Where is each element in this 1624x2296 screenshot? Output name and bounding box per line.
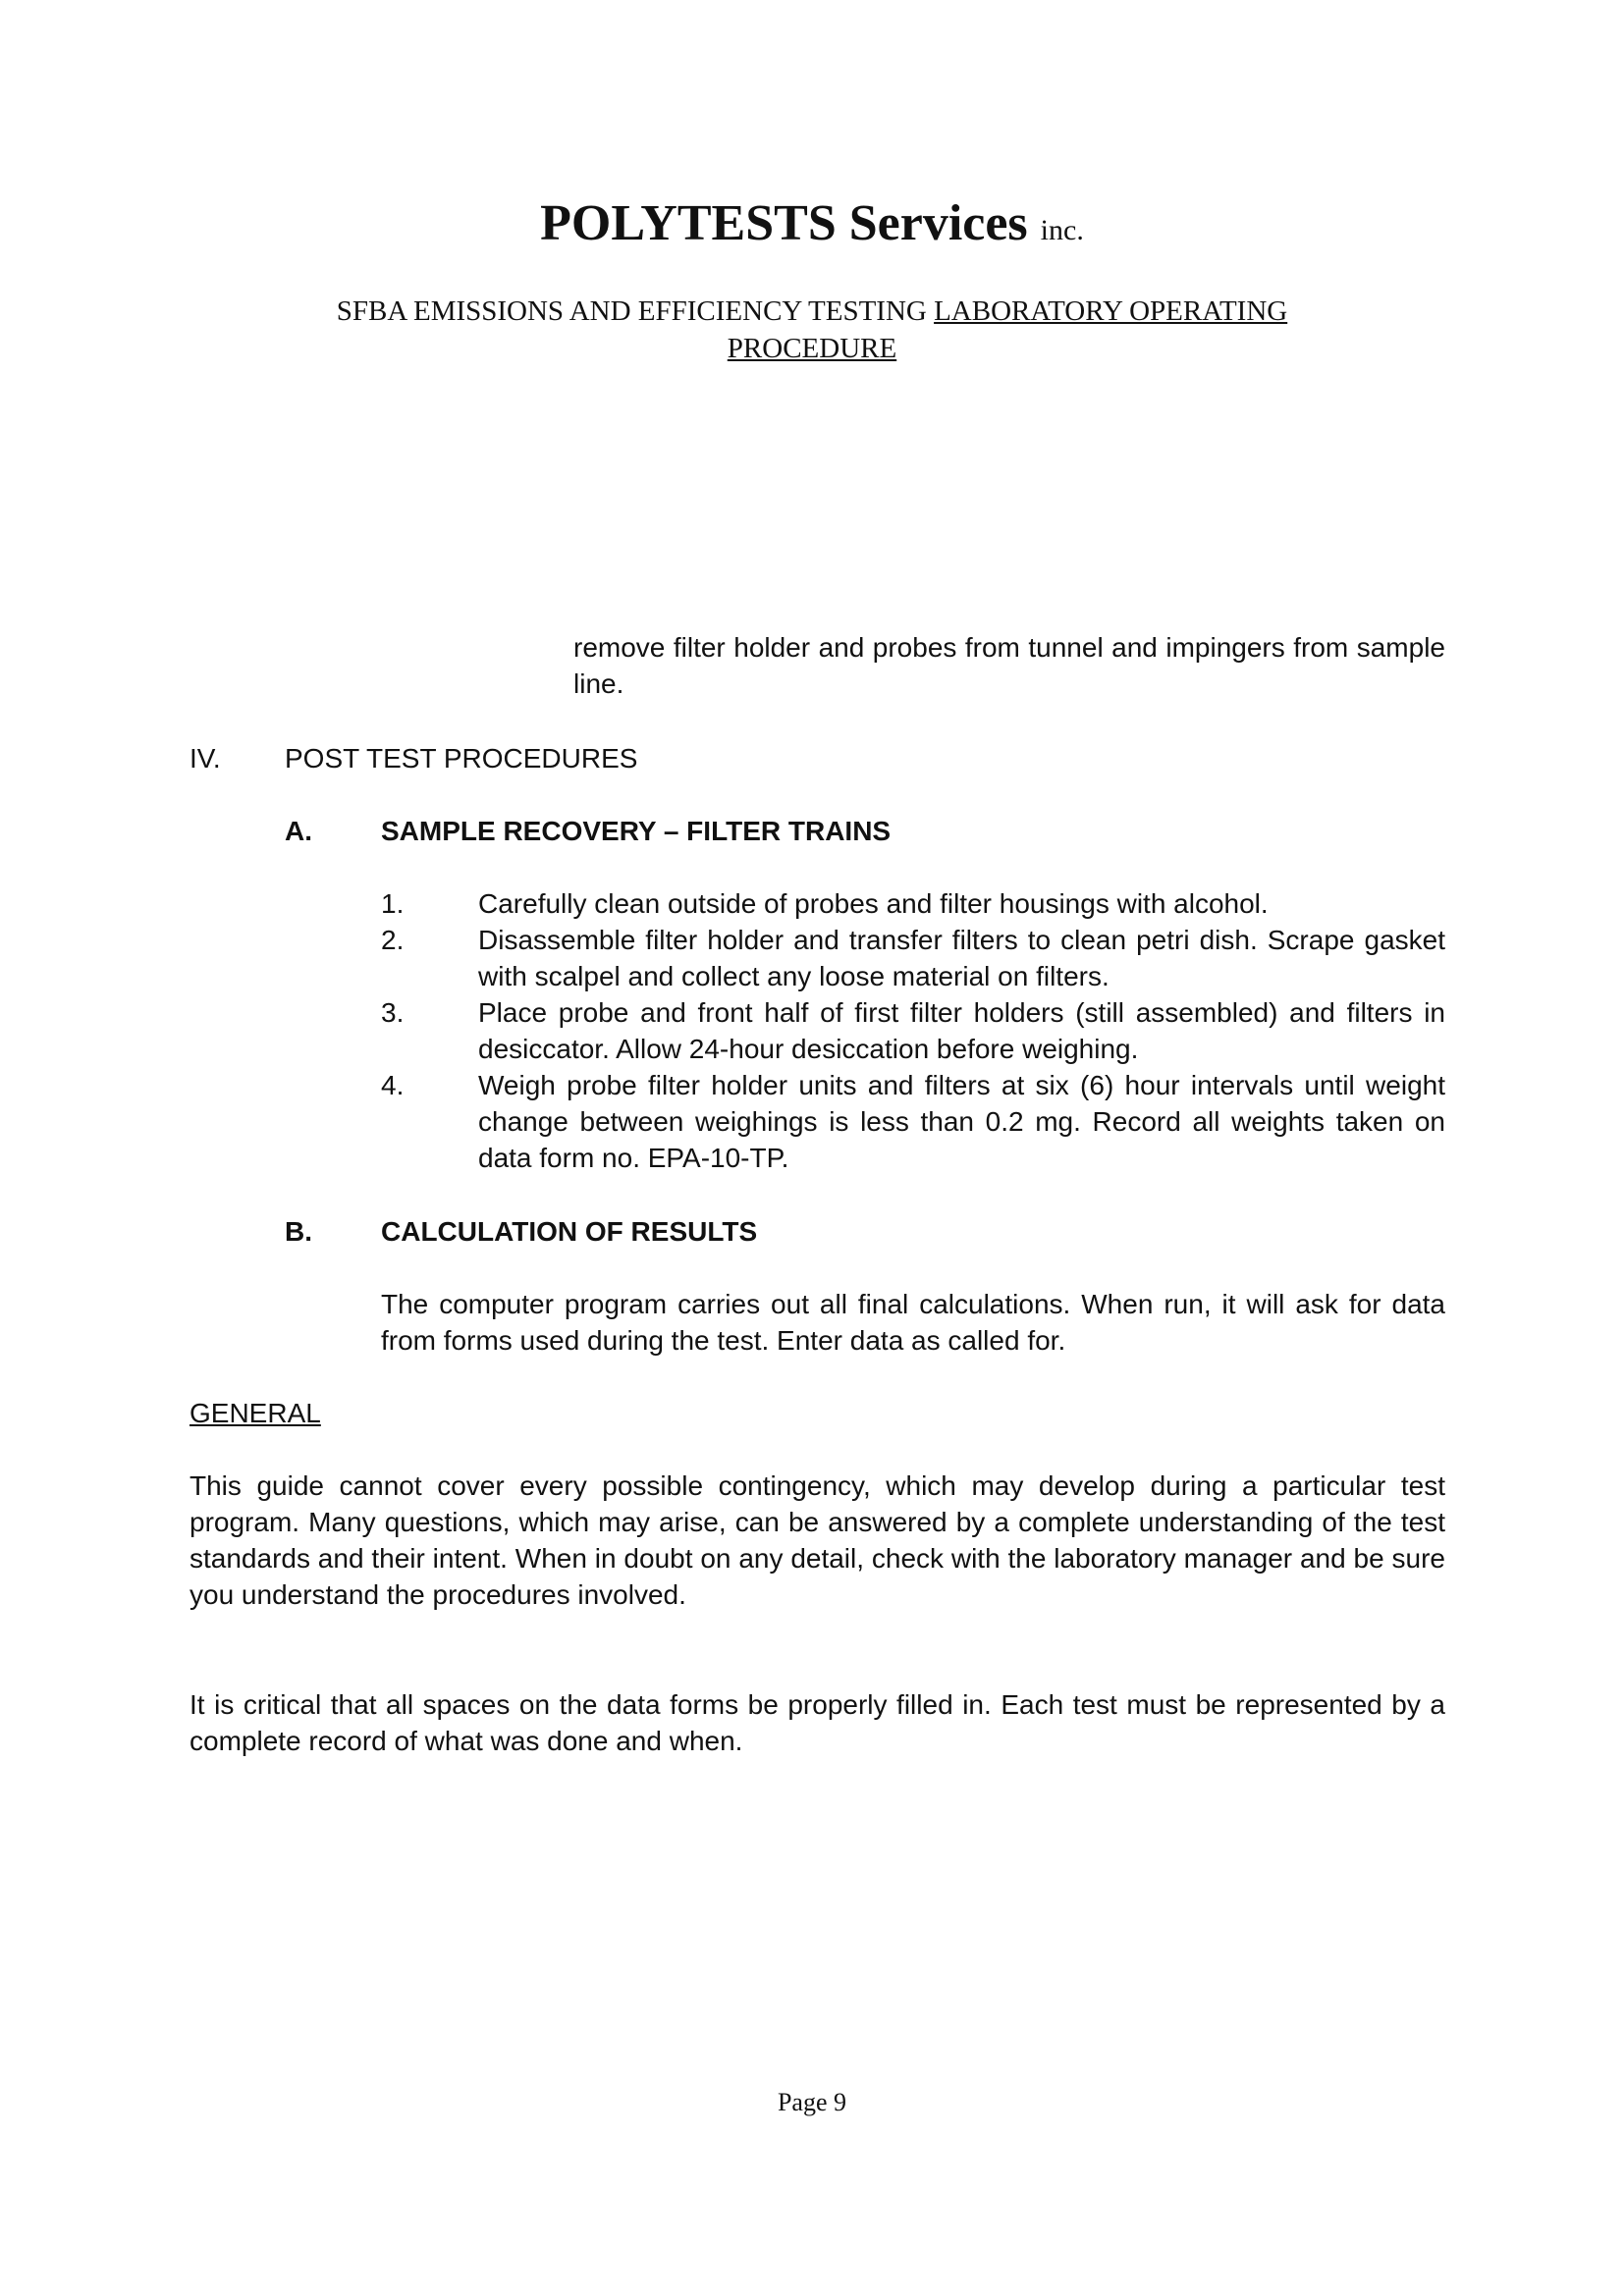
subsection-b-letter: B. (285, 1216, 312, 1247)
company-name-suffix: inc. (1040, 214, 1084, 246)
subtitle-underlined-2: PROCEDURE (727, 333, 897, 364)
list-item-text: Place probe and front half of first filter holders (still assembled) and filters in desiccator. Allow 24-hour desiccation before weighing. (478, 997, 1445, 1064)
document-subtitle (245, 293, 1379, 367)
list-item-text: Carefully clean outside of probes and filter housings with alcohol. (478, 888, 1269, 919)
list-item-text: Disassemble filter holder and transfer filters to clean petri dish. Scrape gasket with scalpel and collect any loose material on filters. (478, 925, 1445, 991)
continuation-paragraph: remove filter holder and probes from tunnel and impingers from sample line. (573, 632, 1445, 699)
list-item-number: 1. (381, 888, 405, 919)
section-number: IV. (189, 743, 221, 774)
list-item-number: 3. (381, 997, 405, 1028)
subtitle-underlined-1: LABORATORY OPERATING (934, 295, 1288, 327)
page-number: Page 9 (777, 2088, 847, 2116)
subsection-b-paragraph: The computer program carries out all final calculations. When run, it will ask for data from forms used during the test. Enter data as called for. (381, 1289, 1445, 1356)
general-paragraph: This guide cannot cover every possible contingency, which may develop during a particular test program. Many questions, which may arise, can be answered by a complete understanding of the test standards and their intent. When in doubt on any detail, check with the laboratory manager and be sure you understand the procedures involved. (189, 1470, 1445, 1610)
company-name (0, 192, 1624, 262)
list-item-number: 2. (381, 925, 405, 955)
list-item-text: Weigh probe filter holder units and filters at six (6) hour intervals until weight change between weighings is less than 0.2 mg. Record all weights taken on data form no. EPA-10-TP. (478, 1070, 1445, 1173)
company-name-main: POLYTESTS Services (540, 195, 1028, 251)
general-paragraph: It is critical that all spaces on the data forms be properly filled in. Each test must be represented by a complete record of what was done and when. (189, 1689, 1445, 1756)
section-title: POST TEST PROCEDURES (285, 743, 638, 774)
general-heading: GENERAL (189, 1398, 321, 1428)
list-item-number: 4. (381, 1070, 405, 1100)
subsection-a-title: SAMPLE RECOVERY – FILTER TRAINS (381, 816, 892, 846)
subsection-a-letter: A. (285, 816, 312, 846)
subsection-b-title: CALCULATION OF RESULTS (381, 1216, 758, 1247)
subtitle-plain: SFBA EMISSIONS AND EFFICIENCY TESTING (336, 295, 935, 327)
